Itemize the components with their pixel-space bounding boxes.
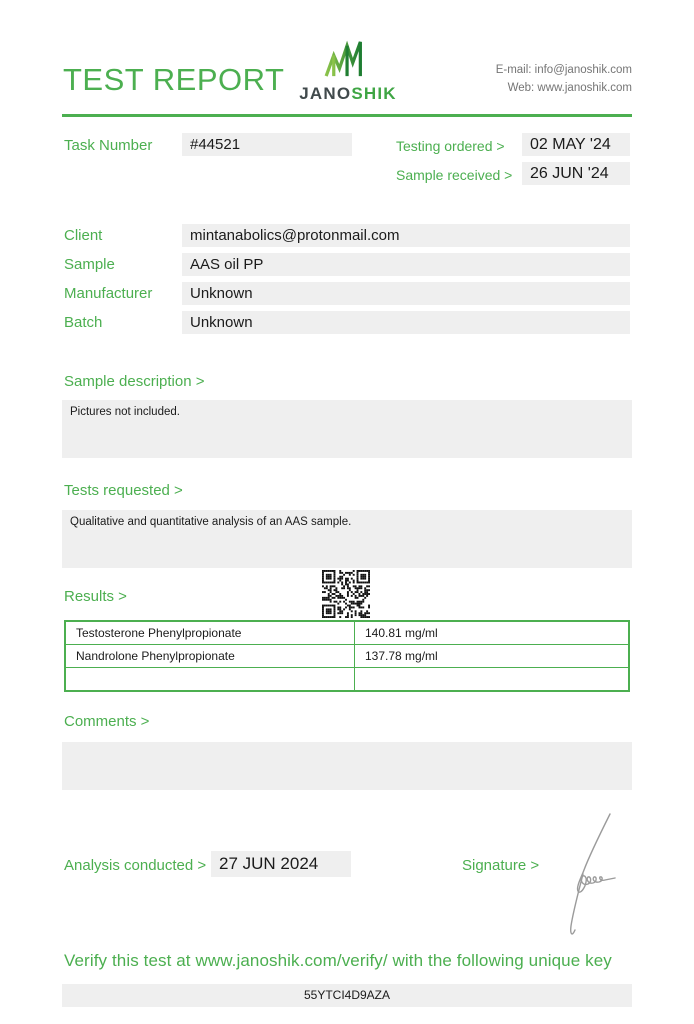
sample-received-value: 26 JUN '24	[522, 162, 630, 185]
signature-label: Signature >	[462, 857, 540, 874]
results-heading: Results >	[64, 588, 127, 605]
analyte-name: Testosterone Phenylpropionate	[65, 621, 355, 645]
testing-ordered-label: Testing ordered >	[396, 138, 505, 154]
batch-value: Unknown	[182, 311, 630, 334]
table-row	[65, 645, 629, 668]
analysis-conducted-label: Analysis conducted >	[64, 857, 207, 874]
analysis-date-value: 27 JUN 2024	[211, 851, 351, 877]
janoshik-logo	[298, 40, 398, 104]
analyte-result: 137.78 mg/ml	[355, 645, 630, 668]
brand-name-suffix: SHIK	[351, 84, 397, 103]
analyte-name	[65, 668, 355, 692]
task-number-value: #44521	[182, 133, 352, 156]
unique-key-value: 55YTCI4D9AZA	[62, 984, 632, 1007]
testing-ordered-value: 02 MAY '24	[522, 133, 630, 156]
client-value: mintanabolics@protonmail.com	[182, 224, 630, 247]
brand-name	[298, 84, 398, 104]
sample-description-box: Pictures not included.	[62, 400, 632, 458]
tests-requested-box: Qualitative and quantitative analysis of an AAS sample.	[62, 510, 632, 568]
sample-received-label: Sample received >	[396, 167, 513, 183]
analyte-result: 140.81 mg/ml	[355, 621, 630, 645]
manufacturer-value: Unknown	[182, 282, 630, 305]
comments-box	[62, 742, 632, 790]
batch-label: Batch	[64, 314, 103, 331]
task-number-label: Task Number	[64, 137, 153, 154]
signature-image	[552, 808, 630, 944]
verify-instruction: Verify this test at www.janoshik.com/verify/ with the following unique key	[64, 951, 612, 970]
contact-web: Web: www.janoshik.com	[507, 81, 632, 94]
brand-name-prefix: JANO	[299, 84, 352, 103]
qr-code	[322, 570, 370, 618]
table-row	[65, 621, 629, 645]
page-title: TEST REPORT	[63, 62, 285, 97]
contact-info	[400, 62, 632, 98]
table-row	[65, 668, 629, 692]
sample-value: AAS oil PP	[182, 253, 630, 276]
analyte-name: Nandrolone Phenylpropionate	[65, 645, 355, 668]
sample-description-heading: Sample description >	[64, 373, 205, 390]
results-table	[64, 620, 630, 692]
tests-requested-heading: Tests requested >	[64, 482, 183, 499]
client-label: Client	[64, 227, 103, 244]
analyte-result	[355, 668, 630, 692]
contact-email: E-mail: info@janoshik.com	[495, 64, 632, 76]
comments-heading: Comments >	[64, 713, 150, 730]
sample-label: Sample	[64, 256, 115, 273]
manufacturer-label: Manufacturer	[64, 285, 153, 302]
chart-logo-icon	[322, 65, 374, 82]
header-divider	[62, 114, 632, 117]
